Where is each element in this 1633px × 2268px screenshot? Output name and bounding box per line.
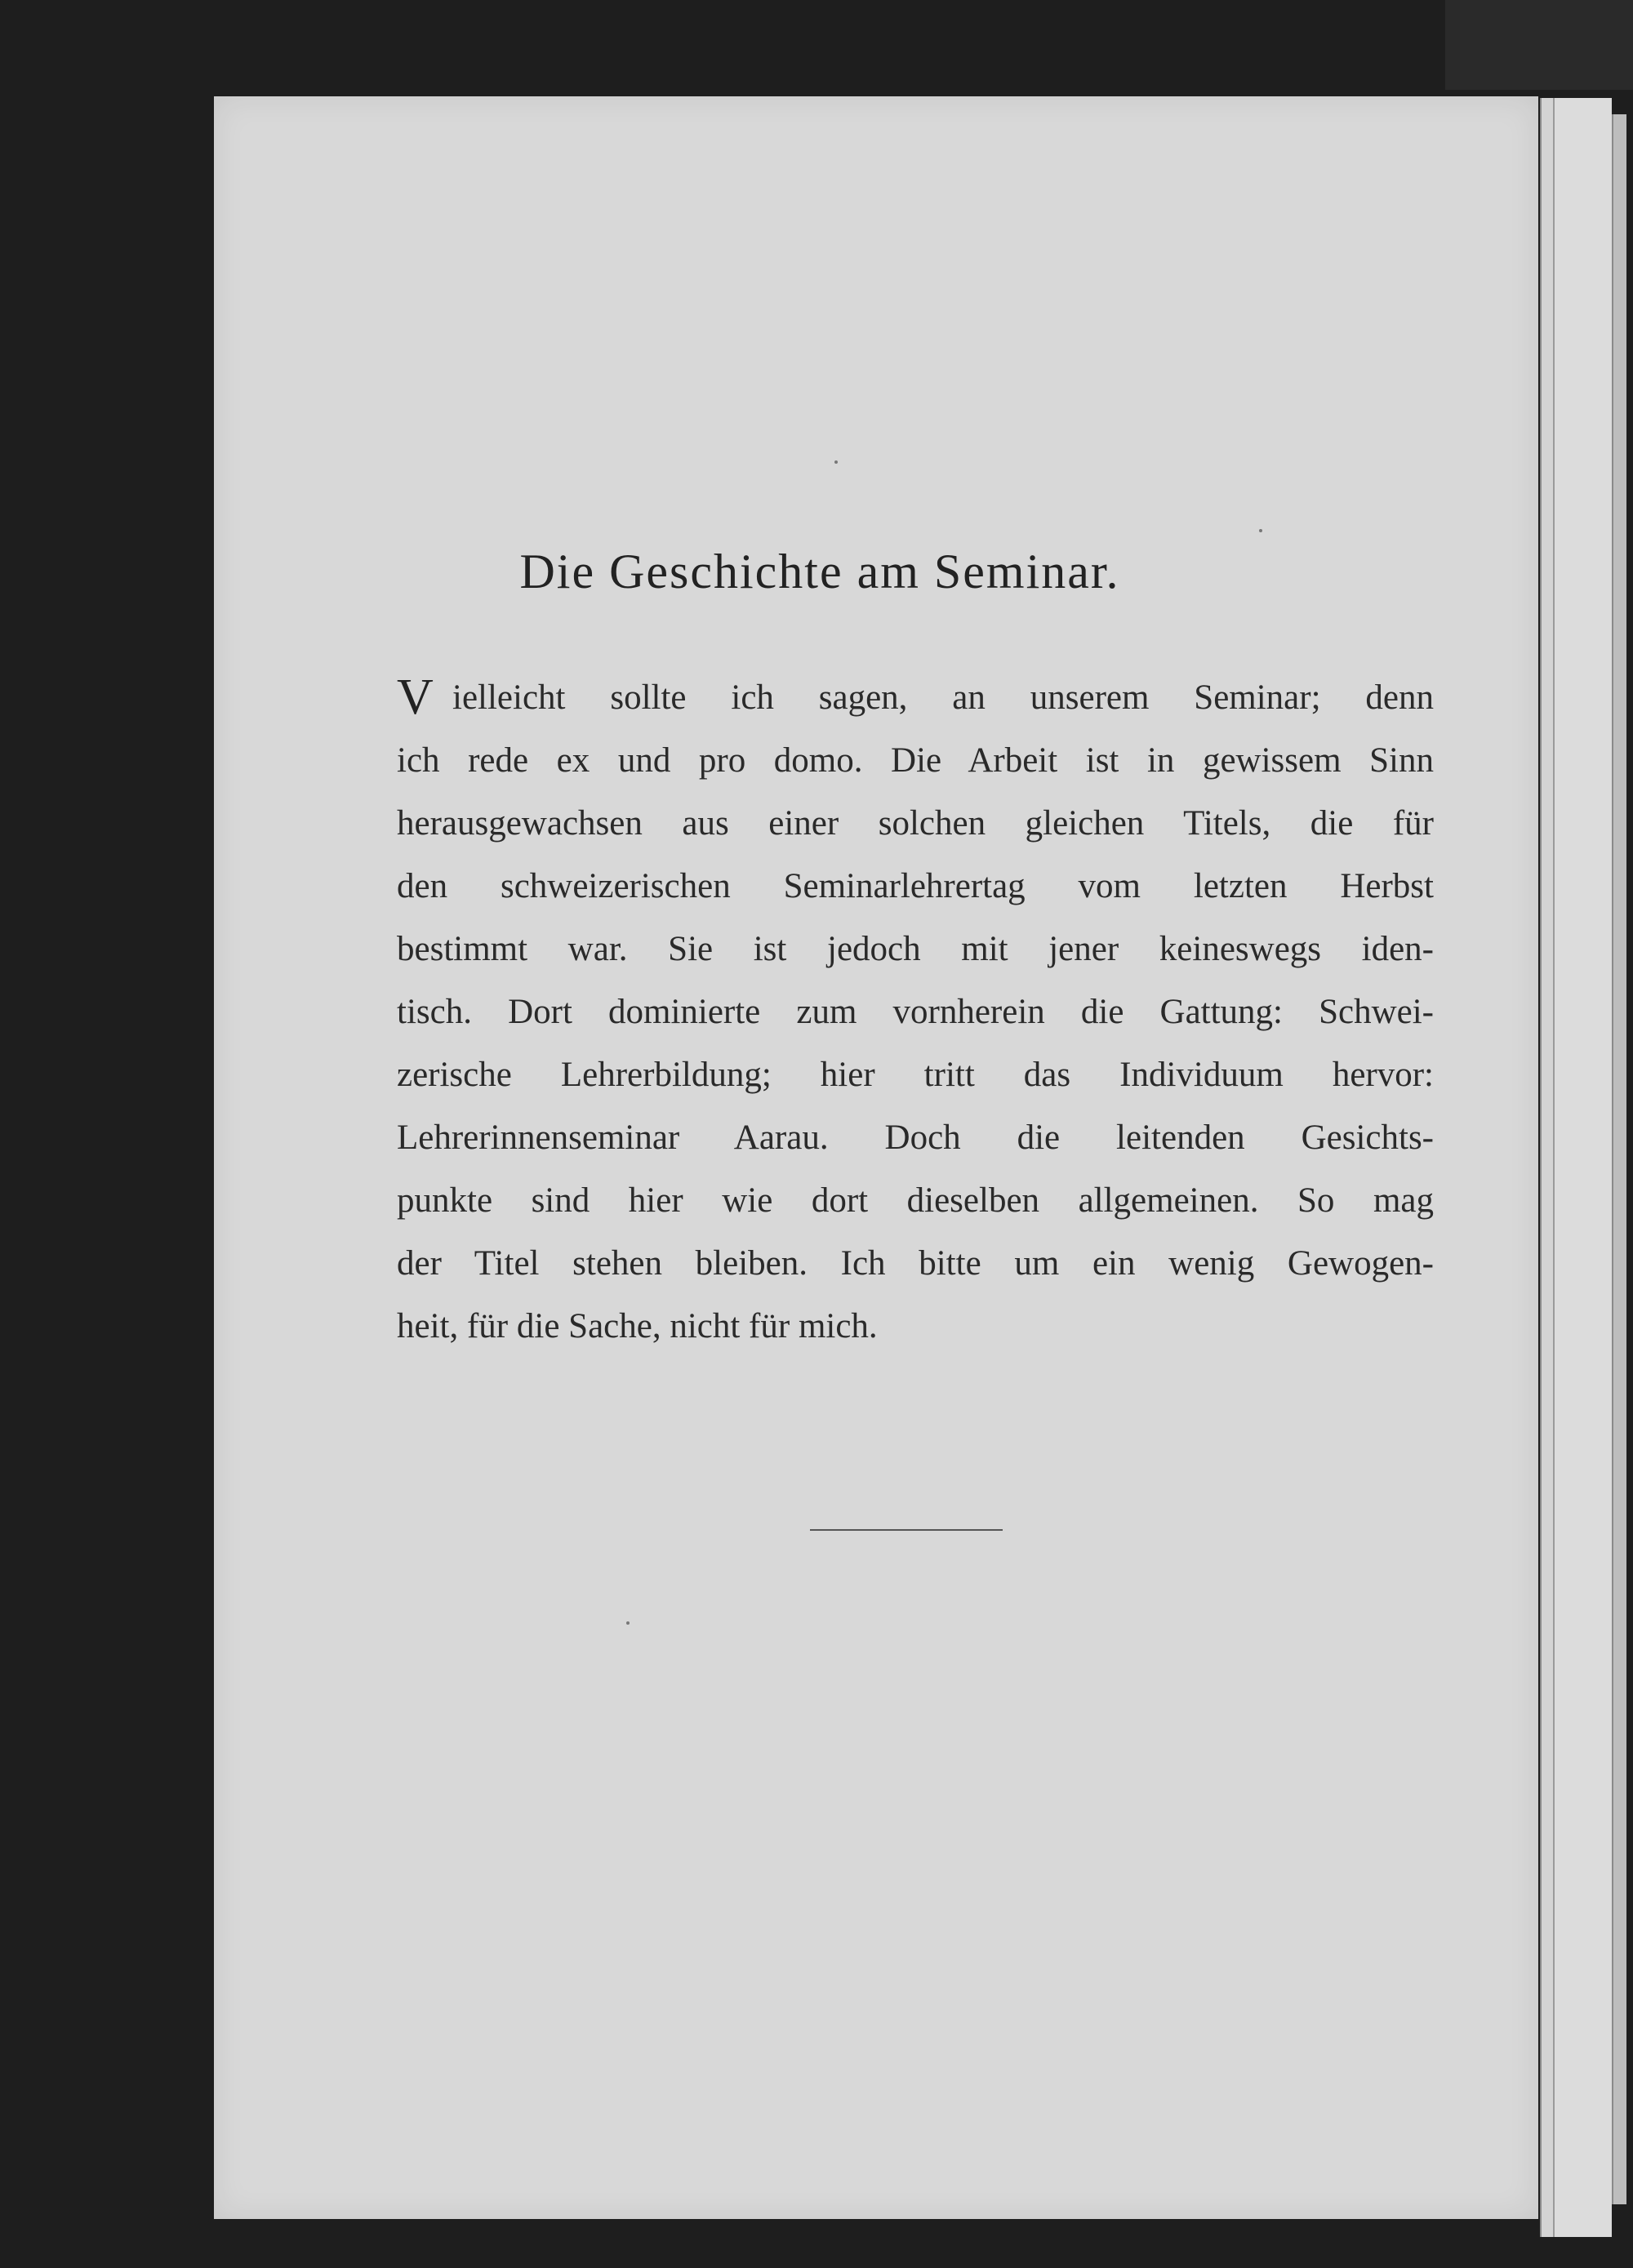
text-line: der Titel stehen bleiben. Ich bitte um ein wenig Gewogen-	[397, 1244, 1434, 1283]
paper-speck	[1259, 529, 1262, 532]
text-line: herausgewachsen aus einer solchen gleichen Titels, die für	[397, 804, 1434, 843]
text-line: bestimmt war. Sie ist jedoch mit jener keineswegs iden-	[397, 930, 1434, 968]
paper-speck	[626, 1621, 630, 1625]
adjacent-page-edge	[1612, 114, 1626, 2204]
text-line: ich rede ex und pro domo. Die Arbeit ist in gewissem Sinn	[397, 741, 1434, 780]
text-line: ielleicht sollte ich sagen, an unserem Seminar; denn	[452, 678, 1434, 717]
text-line: den schweizerischen Seminarlehrertag vom letzten Herbst	[397, 867, 1434, 905]
text-line: zerische Lehrerbildung; hier tritt das Individuum hervor:	[397, 1056, 1434, 1094]
scan-backdrop	[1445, 0, 1633, 90]
paper-speck	[834, 460, 838, 464]
body-paragraph	[397, 666, 1594, 1358]
text-line: tisch. Dort dominierte zum vornherein die Gattung: Schwei-	[397, 993, 1434, 1031]
book-page	[214, 96, 1538, 2219]
section-divider	[810, 1529, 1003, 1531]
drop-cap: V	[397, 669, 434, 725]
text-line: heit, für die Sache, nicht für mich.	[397, 1307, 878, 1345]
text-line: Lehrerinnenseminar Aarau. Doch die leitenden Gesichts-	[397, 1118, 1434, 1157]
chapter-title: Die Geschichte am Seminar.	[519, 545, 1120, 598]
text-line: punkte sind hier wie dort dieselben allgemeinen. So mag	[397, 1181, 1434, 1220]
